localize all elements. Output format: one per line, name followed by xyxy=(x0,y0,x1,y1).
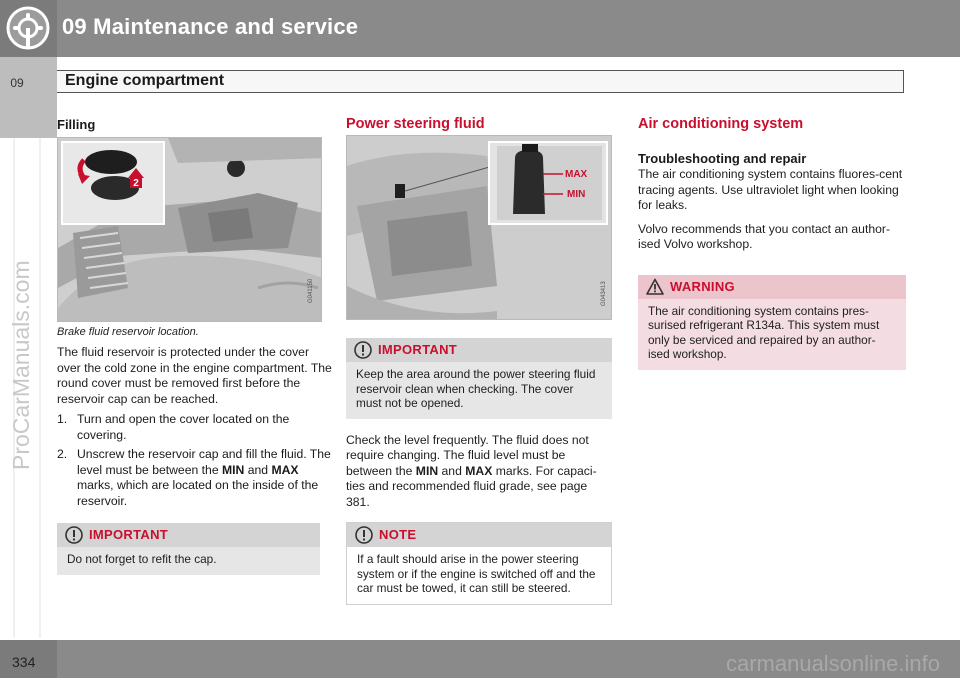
troubleshooting-subheading: Troubleshooting and repair xyxy=(638,151,807,166)
step-text: Turn and open the cover located on the covering. xyxy=(77,412,290,442)
important-text: Do not forget to refit the cap. xyxy=(67,552,217,566)
gear-icon xyxy=(5,5,51,51)
section-title: Engine compartment xyxy=(65,72,225,89)
ac-paragraph-2: Volvo recommends that you contact an author-ised Volvo workshop. xyxy=(638,221,891,251)
paragraph-text: and xyxy=(438,463,466,478)
note-header xyxy=(347,523,611,547)
chapter-number: 09 xyxy=(10,76,24,90)
power-steering-figure xyxy=(346,135,612,320)
max-label: MAX xyxy=(271,462,299,477)
step-1 xyxy=(57,412,332,443)
min-mark: MIN xyxy=(567,189,586,200)
important-text: Keep the area around the power steering fluid reservoir clean when checking. The cover must not be opened. xyxy=(356,367,596,410)
important-label: IMPORTANT xyxy=(89,527,169,542)
warning-label: WARNING xyxy=(670,278,735,294)
chapter-header-bar xyxy=(0,0,960,57)
important-header xyxy=(346,338,612,362)
chapter-title: 09 Maintenance and service xyxy=(62,14,359,39)
step-2 xyxy=(57,447,332,509)
ac-paragraph-1: The air conditioning system contains fluores-cent tracing agents. Use ultraviolet light when looking for leaks. xyxy=(638,167,903,212)
page-number: 334 xyxy=(12,654,36,670)
figure-caption: Brake fluid reservoir location. xyxy=(57,326,199,338)
filling-heading: Filling xyxy=(57,117,96,132)
note-box xyxy=(346,522,612,605)
important-label: IMPORTANT xyxy=(378,342,458,357)
chapter-tab xyxy=(0,57,57,138)
step-text: and xyxy=(244,462,272,477)
important-icon xyxy=(65,526,83,544)
callout-2: 2 xyxy=(133,178,139,189)
note-text: If a fault should arise in the power steering system or if the engine is switched off and the car must be towed, it can still be steered. xyxy=(357,552,596,595)
watermark: ProCarManuals.com xyxy=(8,260,34,470)
step-number: 2. xyxy=(57,447,68,461)
step-text: marks, which are located on the inside of the reservoir. xyxy=(77,478,319,508)
warning-text: The air conditioning system contains pres-surised refrigerant R134a. This system must only be serviced and repaired by an author-ised workshop. xyxy=(648,303,880,361)
warning-box xyxy=(638,275,906,370)
step-text: Unscrew the reservoir cap and fill the fluid. The level must be between the xyxy=(77,447,331,477)
engine-bay-illustration xyxy=(58,138,322,322)
important-header xyxy=(57,523,320,547)
min-label: MIN xyxy=(221,462,245,477)
note-label: NOTE xyxy=(379,527,417,542)
paragraph-text: marks. For capaci-ties and recommended fluid grade, see page 381. xyxy=(346,463,597,509)
power-steering-heading: Power steering fluid xyxy=(346,116,485,132)
filling-steps xyxy=(57,412,332,509)
max-label: MAX xyxy=(465,463,493,478)
column-air-conditioning xyxy=(638,114,906,370)
power-steering-illustration xyxy=(347,136,612,320)
warning-icon xyxy=(646,278,664,296)
figure-code: G043413 xyxy=(601,281,607,306)
warning-header xyxy=(638,275,906,299)
max-mark: MAX xyxy=(565,169,588,180)
section-bar xyxy=(57,70,904,93)
column-power-steering xyxy=(346,114,612,605)
step-number: 1. xyxy=(57,412,68,426)
important-box xyxy=(57,523,320,575)
paragraph-text: Check the level frequently. The fluid does not require changing. The fluid level must be between the xyxy=(346,432,589,478)
brake-fluid-figure xyxy=(57,137,322,322)
note-icon xyxy=(355,526,373,544)
air-conditioning-heading: Air conditioning system xyxy=(638,116,804,132)
min-label: MIN xyxy=(415,463,439,478)
important-box xyxy=(346,338,612,419)
power-steering-paragraph xyxy=(346,433,612,511)
important-icon xyxy=(354,341,372,359)
filling-paragraph: The fluid reservoir is protected under the cover over the cold zone in the engine compartment. The round cover must be removed first before the reservoir cap can be reached. xyxy=(57,345,332,406)
column-filling xyxy=(57,114,332,575)
site-watermark: carmanualsonline.info xyxy=(725,651,940,676)
figure-code: G041150 xyxy=(308,278,314,303)
